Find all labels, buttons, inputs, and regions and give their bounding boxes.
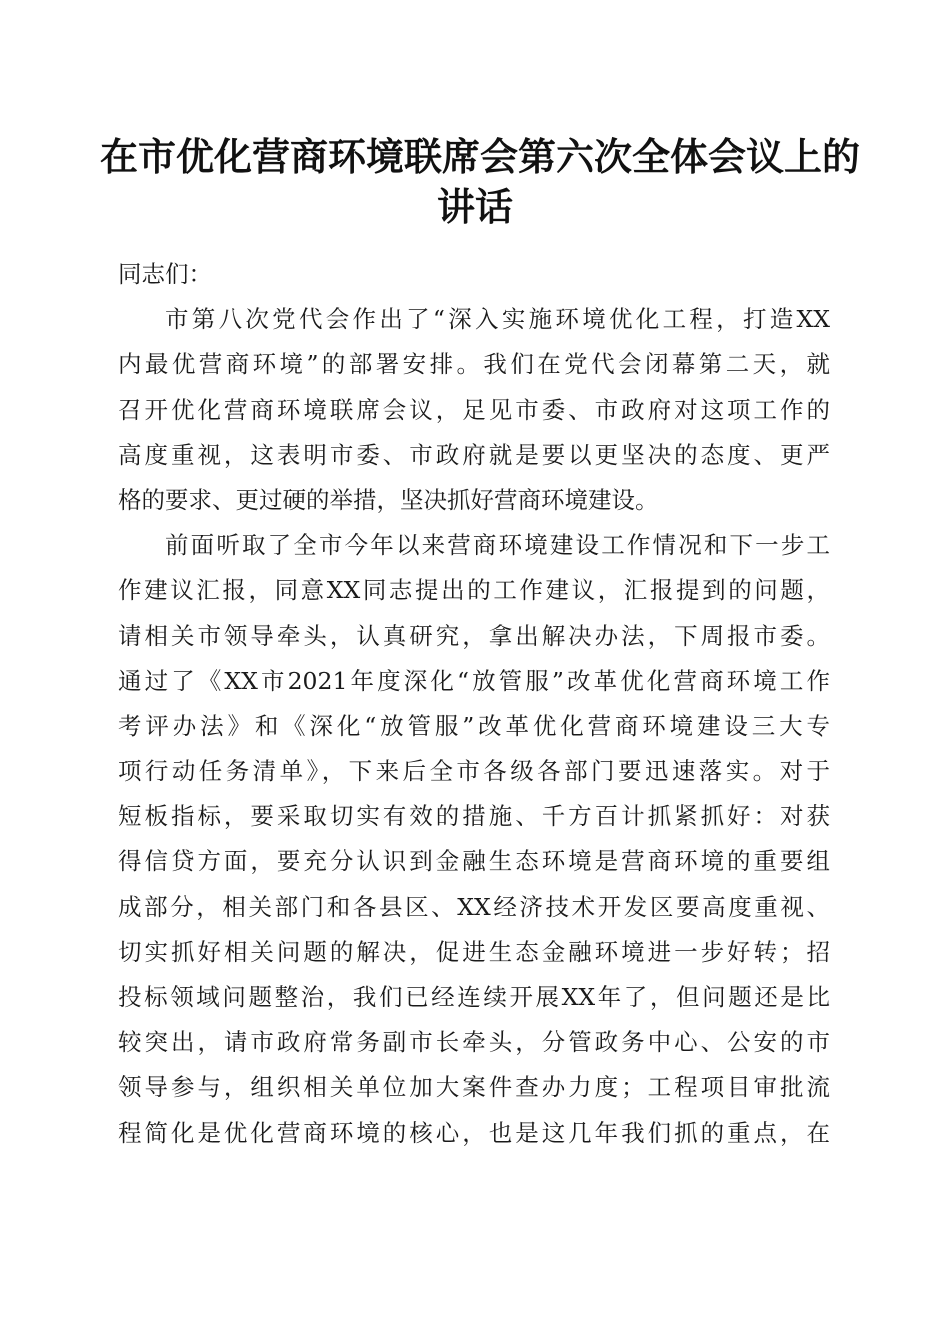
paragraph-line: 市第八次党代会作出了“深入实施环境优化工程，打造XX [165, 305, 830, 334]
document-body [118, 252, 830, 1156]
paragraph-line: 较突出，请市政府常务副市长牵头，分管政务中心、公安的市 [118, 1028, 830, 1057]
paragraph-line: 成部分，相关部门和各县区、XX经济技术开发区要高度重视、 [118, 892, 830, 921]
paragraph-line: 项行动任务清单》，下来后全市各级各部门要迅速落实。对于 [118, 757, 830, 786]
salutation: 同志们： [118, 260, 212, 288]
paragraph-line: 格的要求、更过硬的举措，坚决抓好营商环境建设。 [118, 485, 659, 514]
document-title [100, 132, 861, 232]
paragraph-2 [118, 523, 830, 1156]
paragraph-line: 得信贷方面，要充分认识到金融生态环境是营商环境的重要组 [118, 847, 830, 876]
paragraph-line: 领导参与，组织相关单位加大案件查办力度；工程项目审批流 [118, 1073, 830, 1102]
paragraph-line: 高度重视，这表明市委、市政府就是要以更坚决的态度、更严 [118, 440, 830, 469]
paragraph-line: 召开优化营商环境联席会议，足见市委、市政府对这项工作的 [118, 395, 830, 424]
paragraph-line: 前面听取了全市今年以来营商环境建设工作情况和下一步工 [165, 531, 830, 560]
paragraph-1 [118, 297, 830, 523]
paragraph-line: 内最优营商环境”的部署安排。我们在党代会闭幕第二天，就 [118, 350, 830, 379]
paragraph-line: 请相关市领导牵头，认真研究，拿出解决办法，下周报市委。 [118, 621, 830, 650]
paragraph-line: 通过了《XX市2021年度深化“放管服”改革优化营商环境工作 [118, 666, 830, 695]
paragraph-line: 程简化是优化营商环境的核心，也是这几年我们抓的重点，在 [118, 1118, 830, 1147]
paragraph-line: 作建议汇报，同意XX同志提出的工作建议，汇报提到的问题， [118, 576, 830, 605]
paragraph-line: 短板指标，要采取切实有效的措施、千方百计抓紧抓好：对获 [118, 802, 830, 831]
title-line: 讲话 [436, 184, 513, 229]
title-line: 在市优化营商环境联席会第六次全体会议上的 [100, 134, 861, 179]
paragraph-line: 切实抓好相关问题的解决，促进生态金融环境进一步好转；招 [118, 937, 830, 966]
paragraph-line: 考评办法》和《深化“放管服”改革优化营商环境建设三大专 [118, 711, 830, 740]
paragraph-line: 投标领域问题整治，我们已经连续开展XX年了，但问题还是比 [118, 983, 830, 1011]
